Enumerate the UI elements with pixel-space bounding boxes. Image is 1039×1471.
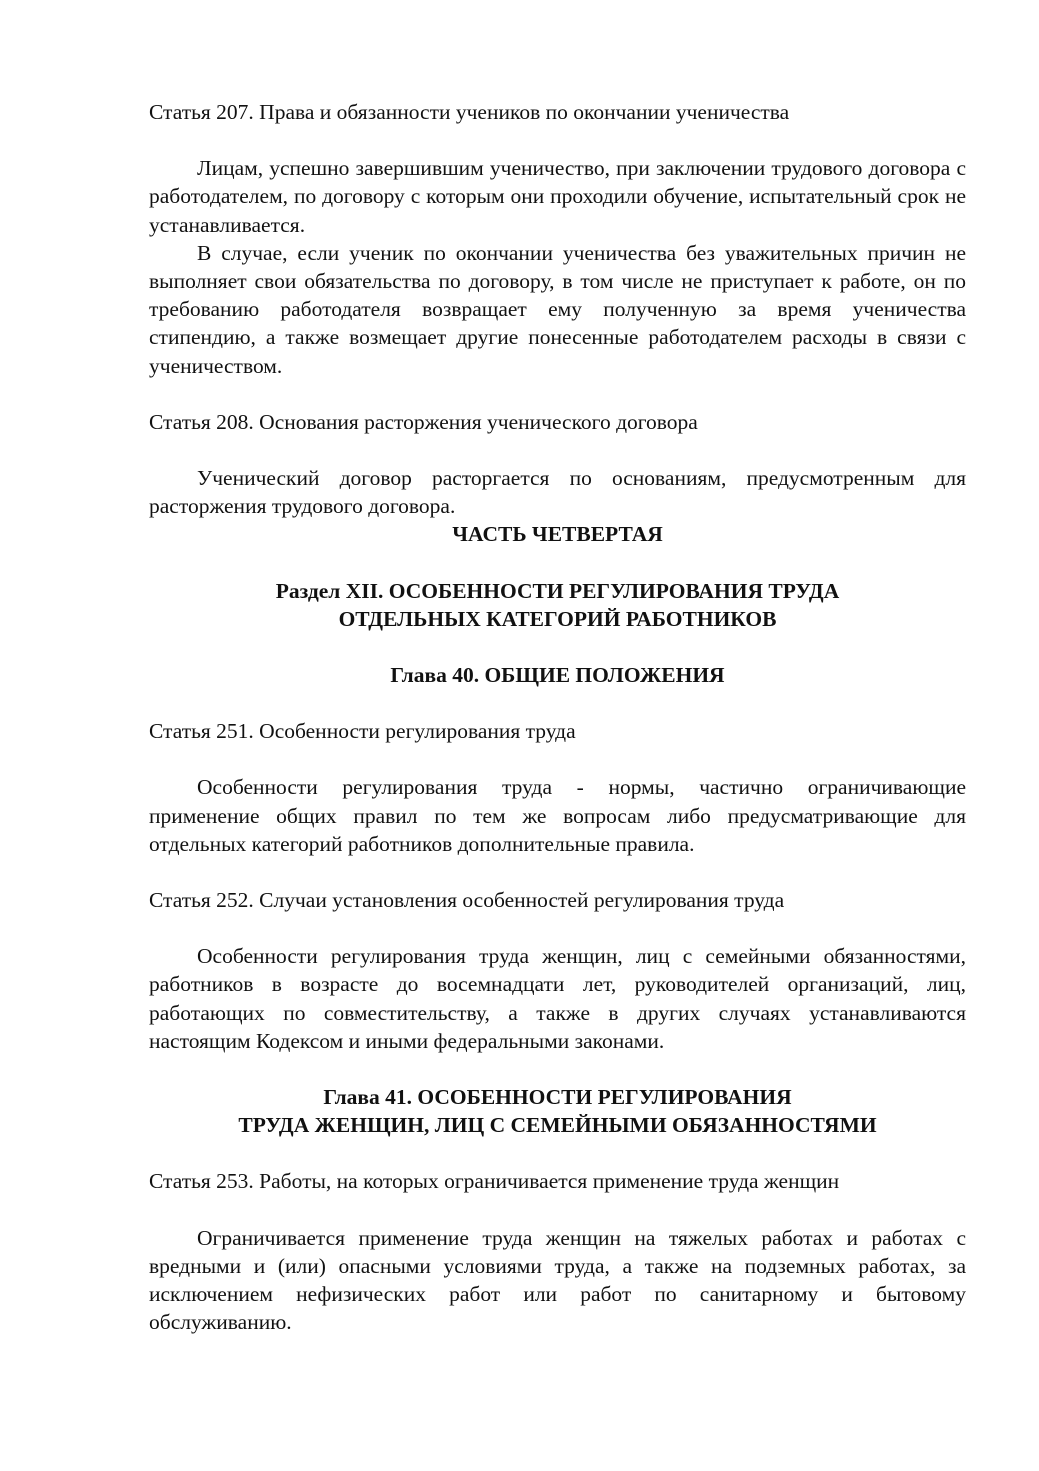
spacer — [149, 689, 966, 717]
article-208-paragraph-1: Ученический договор расторгается по основаниям, предусмотренным для расторжения трудового договора. — [149, 466, 966, 519]
article-208-title: Статья 208. Основания расторжения ученического договора — [149, 409, 698, 434]
spacer — [149, 126, 966, 154]
article-253-paragraph-1: Ограничивается применение труда женщин на тяжелых работах и работах с вредными и (или) опасными условиями труда, а также на подземных работах, за исключением нефизических работ или работ по санитарному и бытовому обслуживанию. — [149, 1225, 966, 1335]
article-251-paragraph-1: Особенности регулирования труда - нормы, частично ограничивающие применение общих правил по тем же вопросам либо предусматривающие для отдельных категорий работников дополнительные правила. — [149, 775, 966, 856]
spacer — [149, 914, 966, 942]
spacer — [149, 633, 966, 661]
section-12-heading — [149, 577, 966, 633]
article-252-paragraph-1: Особенности регулирования труда женщин, лиц с семейными обязанностями, работников в возрасте до восемнадцати лет, руководителей организаций, лиц, работающих по совместительству, а также в других случаях устанавливаются настоящим Кодексом и иными федеральными законами. — [149, 944, 966, 1053]
article-253-title: Статья 253. Работы, на которых ограничивается применение труда женщин — [149, 1169, 840, 1194]
spacer — [149, 380, 966, 408]
spacer — [149, 549, 966, 577]
spacer — [149, 745, 966, 773]
part-four-heading: ЧАСТЬ ЧЕТВЕРТАЯ — [452, 522, 663, 547]
spacer — [149, 1055, 966, 1083]
chapter-41-heading-line-2: ТРУДА ЖЕНЩИН, ЛИЦ С СЕМЕЙНЫМИ ОБЯЗАННОСТЯМИ — [238, 1113, 877, 1138]
article-207-title: Статья 207. Права и обязанности учеников по окончании ученичества — [149, 100, 790, 124]
section-12-heading-line-1: Раздел XII. ОСОБЕННОСТИ РЕГУЛИРОВАНИЯ ТРУДА — [275, 578, 840, 603]
spacer — [149, 1139, 966, 1167]
article-251-title: Статья 251. Особенности регулирования труда — [149, 719, 576, 744]
article-207-paragraph-2: В случае, если ученик по окончании ученичества без уважительных причин не выполняет свои обязательства по договору, в том числе не приступает к работе, он по требованию работодателя возвращает ему полученную за время ученичества стипендию, а также возмещает другие понесенные работодателем расходы в связи с ученичеством. — [149, 240, 966, 378]
chapter-41-heading-line-1: Глава 41. ОСОБЕННОСТИ РЕГУЛИРОВАНИЯ — [323, 1085, 792, 1110]
section-12-heading-line-2: ОТДЕЛЬНЫХ КАТЕГОРИЙ РАБОТНИКОВ — [338, 606, 777, 631]
spacer — [149, 436, 966, 464]
chapter-40-heading: Глава 40. ОБЩИЕ ПОЛОЖЕНИЯ — [390, 663, 725, 688]
spacer — [149, 858, 966, 886]
spacer — [149, 1196, 966, 1224]
document-page — [149, 98, 966, 1337]
article-207-paragraph-1: Лицам, успешно завершившим ученичество, при заключении трудового договора с работодателем, по договору с которым они проходили обучение, испытательный срок не устанавливается. — [149, 156, 966, 237]
chapter-41-heading — [149, 1083, 966, 1139]
article-252-title: Статья 252. Случаи установления особенностей регулирования труда — [149, 888, 785, 913]
